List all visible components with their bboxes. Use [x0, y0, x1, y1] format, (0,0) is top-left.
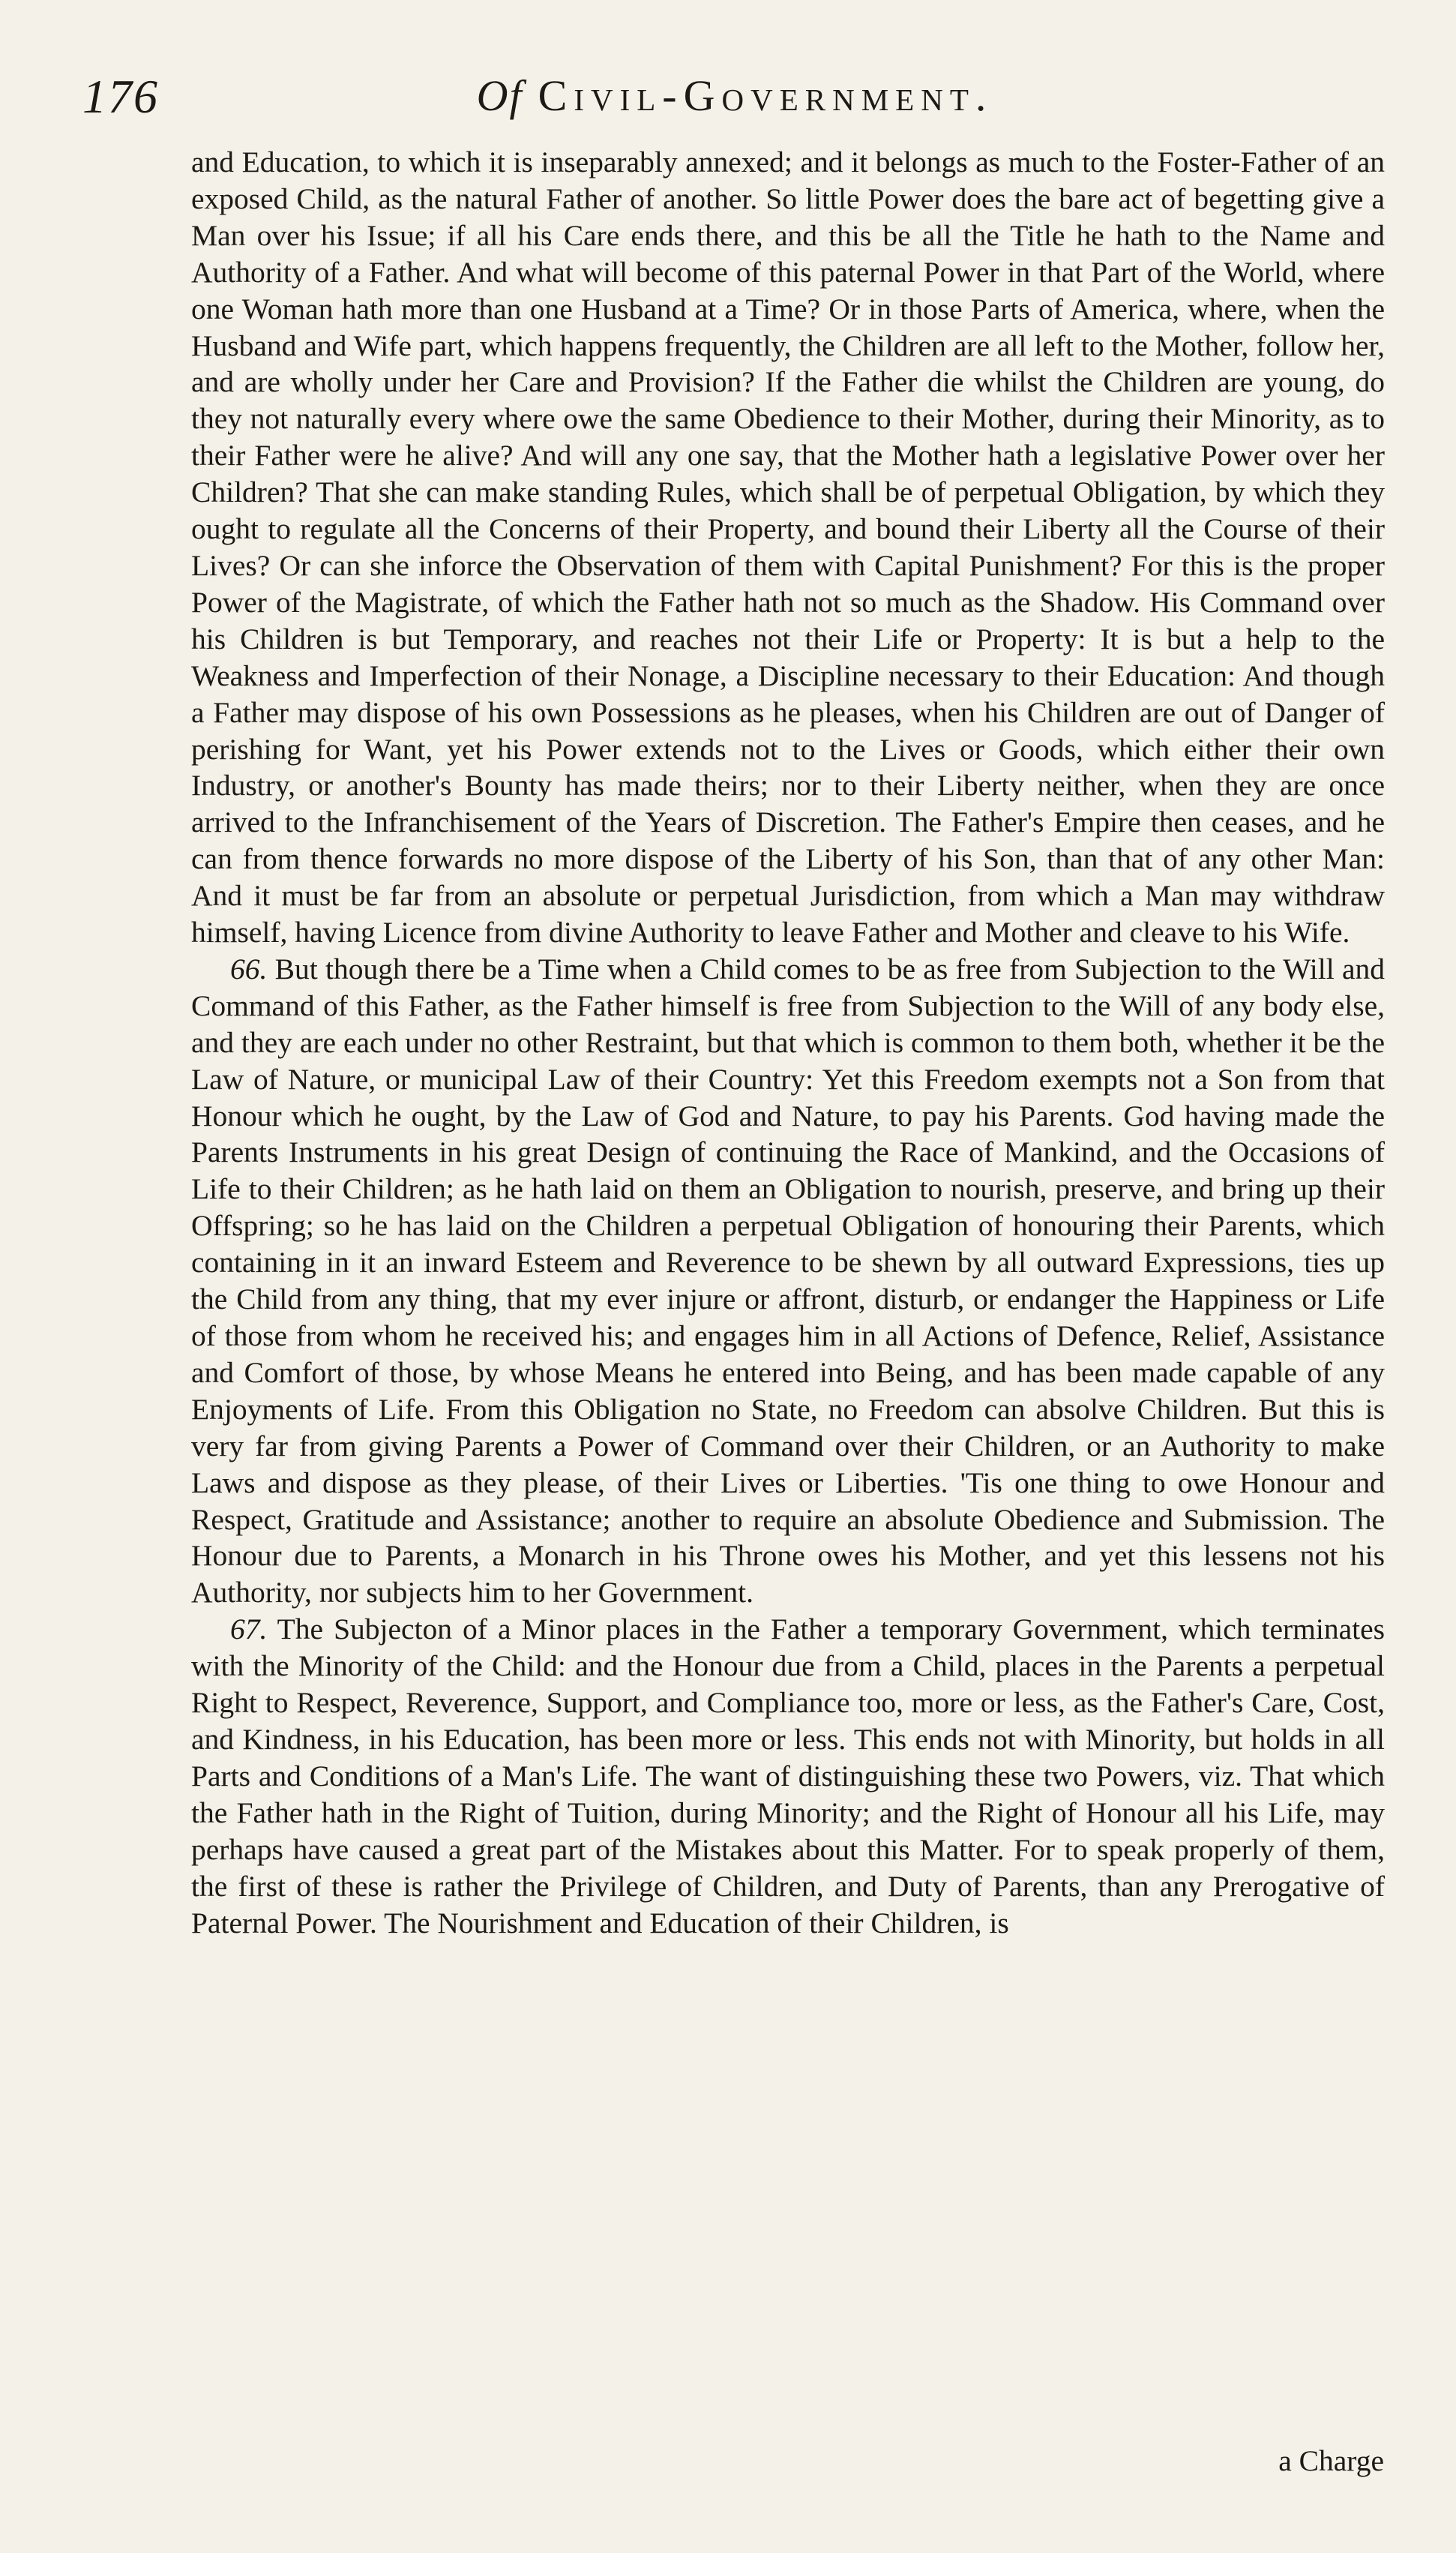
running-head-title: Civil-Government. — [538, 71, 993, 120]
paragraph-text: and Education, to which it is inseparably annexed; and it belongs as much to the Foster-Father of an exposed Child, as the natural Father of another. So little Power does the bare act of begetting give a Man over his Issue; if all his Care ends there, and this be all the Title he hath to the Name and Authority of a Father. And what will become of this paternal Power in that Part of the World, where one Woman hath more than one Husband at a Time? Or in those Parts of America, where, when the Husband and Wife part, which happens frequently, the Children are all left to the Mother, follow her, and are wholly under her Care and Provision? If the Father die whilst the Children are young, do they not naturally every where owe the same Obedience to their Mother, during their Minority, as to their Father were he alive? And will any one say, that the Mother hath a legislative Power over her Children? That she can make standing Rules, which shall be of perpetual Obligation, by which they ought to regulate all the Concerns of their Property, and bound their Liberty all the Course of their Lives? Or can she inforce the Observation of them with Capital Punishment? For this is the proper Power of the Magistrate, of which the Father hath not so much as the Shadow. His Command over his Children is but Temporary, and reaches not their Life or Property: It is but a help to the Weakness and Imperfection of their Nonage, a Discipline necessary to their Education: And though a Father may dispose of his own Possessions as he pleases, when his Children are out of Danger of perishing for Want, yet his Power extends not to the Lives or Goods, which either their own Industry, or another's Bounty has made theirs; nor to their Liberty neither, when they are once arrived to the Infranchisement of the Years of Discretion. The Father's Empire then ceases, and he can from thence forwards no more dispose of the Liberty of his Son, than that of any other Man: And it must be far from an absolute or perpetual Jurisdiction, from which a Man may withdraw himself, having Licence from divine Authority to leave Father and Mother and cleave to his Wife. — [191, 146, 1385, 950]
running-head-of: Of — [476, 71, 523, 120]
running-head — [82, 70, 1387, 121]
paragraph-section-66 — [191, 951, 1385, 1611]
page-number: 176 — [82, 70, 159, 123]
paragraph-section-67 — [191, 1611, 1385, 1941]
paragraph-text: But though there be a Time when a Child comes to be as free from Subjection to the Will and Command of this Father, as the Father himself is free from Subjection to the Will of any body else, and they are each under no other Restraint, but that which is common to them both, whether it be the Law of Nature, or municipal Law of their Country: Yet this Freedom exempts not a Son from that Honour which he ought, by the Law of God and Nature, to pay his Parents. God having made the Parents Instruments in his great Design of continuing the Race of Mankind, and the Occasions of Life to their Children; as he hath laid on them an Obligation to nourish, preserve, and bring up their Offspring; so he has laid on the Children a perpetual Obligation of honouring their Parents, which containing in it an inward Esteem and Reverence to be shewn by all outward Expressions, ties up the Child from any thing, that my ever injure or affront, disturb, or endanger the Happiness or Life of those from whom he received his; and engages him in all Actions of Defence, Relief, Assistance and Comfort of those, by whose Means he entered into Being, and has been made capable of any Enjoyments of Life. From this Obligation no State, no Freedom can absolve Children. But this is very far from giving Parents a Power of Command over their Children, or an Authority to make Laws and dispose as they please, of their Lives or Liberties. 'Tis one thing to owe Honour and Respect, Gratitude and Assistance; another to require an absolute Obedience and Submission. The Honour due to Parents, a Monarch in his Throne owes his Mother, and yet this lessens not his Authority, nor subjects him to her Government. — [191, 952, 1386, 1610]
paragraph-text: The Subjecton of a Minor places in the Father a temporary Government, which terminates with the Minority of the Child: and the Honour due from a Child, places in the Parents a perpetual Right to Respect, Reverence, Support, and Compliance too, more or less, as the Father's Care, Cost, and Kindness, in his Education, has been more or less. This ends not with Minority, but holds in all Parts and Conditions of a Man's Life. The want of distinguishing these two Powers, viz. That which the Father hath in the Right of Tuition, during Minority; and the Right of Honour all his Life, may perhaps have caused a great part of the Mistakes about this Matter. For to speak properly of them, the first of these is rather the Privilege of Children, and Duty of Parents, than any Prerogative of Paternal Power. The Nourishment and Education of their Children, is — [191, 1612, 1385, 1940]
section-number: 66. — [230, 952, 268, 986]
paragraph-continuation — [191, 144, 1385, 951]
body-text — [191, 144, 1385, 1941]
catchword: a Charge — [1278, 2444, 1384, 2477]
page-header — [82, 69, 1387, 136]
section-number: 67. — [230, 1612, 268, 1646]
